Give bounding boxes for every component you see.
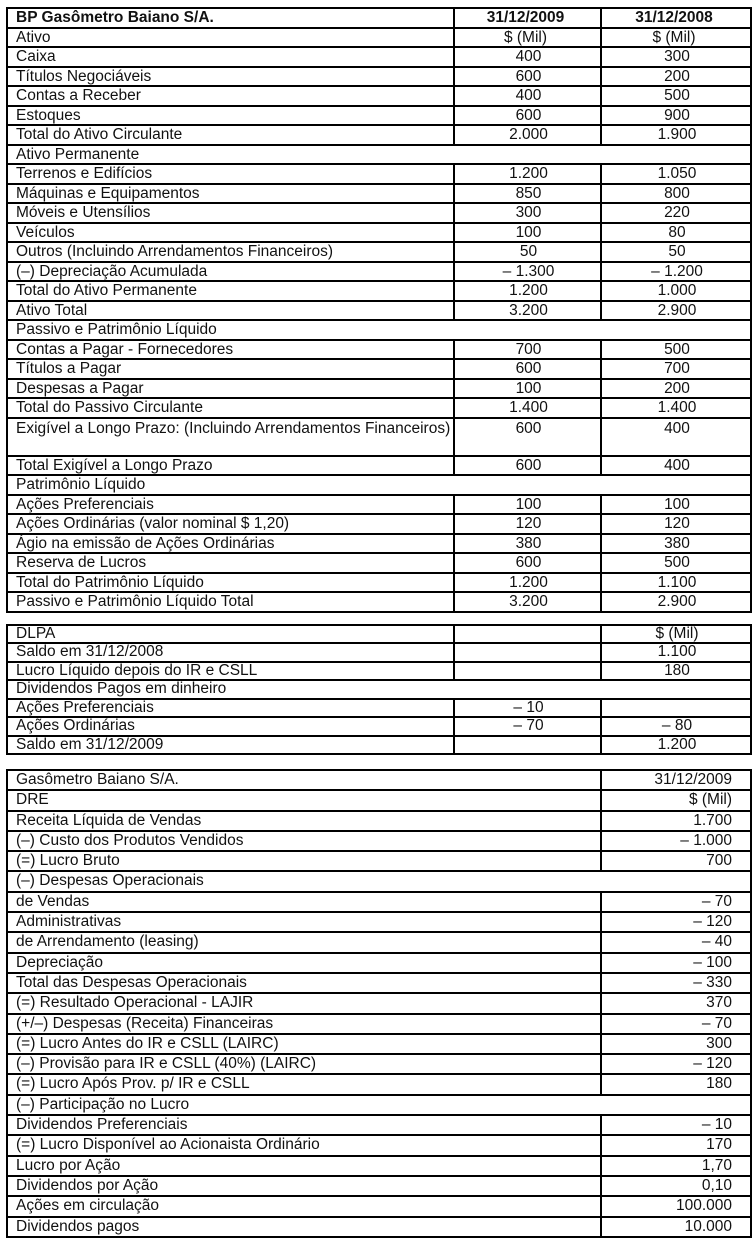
row-label: (=) Lucro Disponível ao Acionaista Ordinário (7, 1135, 601, 1155)
value-col1: 3.200 (454, 592, 601, 612)
value-col2: 400 (601, 456, 751, 476)
row-label: Administrativas (7, 912, 601, 932)
value-col1: 1.400 (454, 398, 601, 418)
dre-table (6, 769, 752, 1238)
row-label: Lucro por Ação (7, 1156, 601, 1176)
value-col2: 180 (601, 662, 751, 681)
value-col1: 400 (454, 47, 601, 67)
row-label: Total Exigível a Longo Prazo (7, 456, 454, 476)
value-col1: – 1.300 (454, 262, 601, 282)
row-label: (=) Lucro Bruto (7, 851, 601, 871)
row-label: Exigível a Longo Prazo: (Incluindo Arrendamentos Financeiros) (7, 418, 454, 456)
row-label: Ágio na emissão de Ações Ordinárias (7, 534, 454, 554)
value-col2: 1.200 (601, 736, 751, 755)
value-col1: 1.200 (454, 573, 601, 593)
row-label: (=) Lucro Antes do IR e CSLL (LAIRC) (7, 1034, 601, 1054)
value-col1: 120 (454, 514, 601, 534)
row-label: Ações Preferenciais (7, 495, 454, 515)
value-col2: 500 (601, 86, 751, 106)
row-label: Terrenos e Edifícios (7, 164, 454, 184)
value: – 330 (601, 973, 751, 993)
row-label: (–) Depreciação Acumulada (7, 262, 454, 282)
value-col2: 31/12/2008 (601, 8, 751, 28)
dlpa-table (6, 624, 752, 756)
value-col2: 200 (601, 67, 751, 87)
value-col1 (454, 662, 601, 681)
value-col2: 80 (601, 223, 751, 243)
row-label: (–) Custo dos Produtos Vendidos (7, 831, 601, 851)
value-col1: 300 (454, 203, 601, 223)
value-col2 (601, 699, 751, 718)
value: 700 (601, 851, 751, 871)
value-col2: 380 (601, 534, 751, 554)
value-col1: 400 (454, 86, 601, 106)
value-col2: 1.100 (601, 573, 751, 593)
row-label: Contas a Receber (7, 86, 454, 106)
value-col1: $ (Mil) (454, 28, 601, 48)
row-label: Lucro Líquido depois do IR e CSLL (7, 662, 454, 681)
value: – 40 (601, 932, 751, 952)
value-col1: 850 (454, 184, 601, 204)
row-label: Estoques (7, 106, 454, 126)
value: – 100 (601, 953, 751, 973)
row-label: de Vendas (7, 892, 601, 912)
value-col2: 120 (601, 514, 751, 534)
table-spacer (6, 613, 756, 624)
value-col2: 1.100 (601, 643, 751, 662)
value: 31/12/2009 (601, 770, 751, 790)
row-label: Títulos Negociáveis (7, 67, 454, 87)
row-label: Total do Patrimônio Líquido (7, 573, 454, 593)
row-label: Máquinas e Equipamentos (7, 184, 454, 204)
section-row-label: Ativo Permanente (7, 145, 751, 165)
value-col2: 500 (601, 553, 751, 573)
value-col2: 200 (601, 379, 751, 399)
row-label: BP Gasômetro Baiano S/A. (7, 8, 454, 28)
value-col2: 400 (601, 418, 751, 456)
value-col1: 600 (454, 418, 601, 456)
row-label: (+/–) Despesas (Receita) Financeiras (7, 1014, 601, 1034)
row-label: Ativo Total (7, 301, 454, 321)
row-label: Saldo em 31/12/2009 (7, 736, 454, 755)
value-col2: $ (Mil) (601, 28, 751, 48)
value: 300 (601, 1034, 751, 1054)
row-label: Contas a Pagar - Fornecedores (7, 340, 454, 360)
value-col2: 900 (601, 106, 751, 126)
row-label: DRE (7, 790, 601, 810)
value-col2: 2.900 (601, 592, 751, 612)
row-label: Móveis e Utensílios (7, 203, 454, 223)
row-label: Receita Líquida de Vendas (7, 811, 601, 831)
value: 100.000 (601, 1196, 751, 1216)
section-row-label: Passivo e Patrimônio Líquido (7, 320, 751, 340)
value-col1: 1.200 (454, 164, 601, 184)
value: 1,70 (601, 1156, 751, 1176)
row-label: Ativo (7, 28, 454, 48)
row-label: Gasômetro Baiano S/A. (7, 770, 601, 790)
row-label: Ações Ordinárias (valor nominal $ 1,20) (7, 514, 454, 534)
value-col2: 1.400 (601, 398, 751, 418)
row-label: DLPA (7, 625, 454, 644)
row-label: Total do Ativo Permanente (7, 281, 454, 301)
value-col1: 600 (454, 456, 601, 476)
table-spacer (6, 755, 756, 769)
value: – 10 (601, 1115, 751, 1135)
section-row-label: Patrimônio Líquido (7, 475, 751, 495)
row-label: (=) Resultado Operacional - LAJIR (7, 993, 601, 1013)
value: – 70 (601, 892, 751, 912)
section-row-label: (–) Despesas Operacionais (7, 871, 751, 891)
row-label: Dividendos Preferenciais (7, 1115, 601, 1135)
row-label: Total do Ativo Circulante (7, 125, 454, 145)
row-label: Despesas a Pagar (7, 379, 454, 399)
balance-sheet-table (6, 7, 752, 613)
row-label: Caixa (7, 47, 454, 67)
row-label: Ações em circulação (7, 1196, 601, 1216)
value-col2: 700 (601, 359, 751, 379)
row-label: Passivo e Patrimônio Líquido Total (7, 592, 454, 612)
value-col2: $ (Mil) (601, 625, 751, 644)
value-col2: 500 (601, 340, 751, 360)
row-label: Ações Preferenciais (7, 699, 454, 718)
value: – 120 (601, 1054, 751, 1074)
row-label: Reserva de Lucros (7, 553, 454, 573)
value-col1: 600 (454, 553, 601, 573)
value-col2: 220 (601, 203, 751, 223)
row-label: Veículos (7, 223, 454, 243)
row-label: Depreciação (7, 953, 601, 973)
value-col1: 1.200 (454, 281, 601, 301)
value-col1: 100 (454, 379, 601, 399)
value-col2: 2.900 (601, 301, 751, 321)
section-row-label: (–) Participação no Lucro (7, 1095, 751, 1115)
value: 370 (601, 993, 751, 1013)
row-label: Saldo em 31/12/2008 (7, 643, 454, 662)
value-col1 (454, 625, 601, 644)
value-col1: 380 (454, 534, 601, 554)
row-label: de Arrendamento (leasing) (7, 932, 601, 952)
value: $ (Mil) (601, 790, 751, 810)
row-label: (=) Lucro Após Prov. p/ IR e CSLL (7, 1074, 601, 1094)
row-label: Total do Passivo Circulante (7, 398, 454, 418)
value-col1: 600 (454, 359, 601, 379)
value-col1: 700 (454, 340, 601, 360)
value-col1: 3.200 (454, 301, 601, 321)
value-col1: 2.000 (454, 125, 601, 145)
value: 180 (601, 1074, 751, 1094)
value: 170 (601, 1135, 751, 1155)
row-label: Dividendos por Ação (7, 1176, 601, 1196)
value-col1: 600 (454, 67, 601, 87)
row-label: (–) Provisão para IR e CSLL (40%) (LAIRC) (7, 1054, 601, 1074)
value: – 120 (601, 912, 751, 932)
value: 1.700 (601, 811, 751, 831)
row-label: Ações Ordinárias (7, 717, 454, 736)
section-row-label: Dividendos Pagos em dinheiro (7, 680, 751, 699)
value-col1 (454, 643, 601, 662)
value-col2: 1.050 (601, 164, 751, 184)
value-col1: 50 (454, 242, 601, 262)
value-col2: 1.000 (601, 281, 751, 301)
value-col1: 100 (454, 223, 601, 243)
row-label: Total das Despesas Operacionais (7, 973, 601, 993)
value-col1: 31/12/2009 (454, 8, 601, 28)
value-col2: 50 (601, 242, 751, 262)
value-col2: 800 (601, 184, 751, 204)
value-col2: 1.900 (601, 125, 751, 145)
value-col1: – 10 (454, 699, 601, 718)
value-col1: 100 (454, 495, 601, 515)
value-col1: 600 (454, 106, 601, 126)
value: 0,10 (601, 1176, 751, 1196)
row-label: Outros (Incluindo Arrendamentos Financeiros) (7, 242, 454, 262)
value-col2: – 1.200 (601, 262, 751, 282)
row-label: Títulos a Pagar (7, 359, 454, 379)
value-col2: 300 (601, 47, 751, 67)
value: – 1.000 (601, 831, 751, 851)
value: 10.000 (601, 1217, 751, 1237)
row-label: Dividendos pagos (7, 1217, 601, 1237)
value-col1 (454, 736, 601, 755)
value-col1: – 70 (454, 717, 601, 736)
value-col2: – 80 (601, 717, 751, 736)
value: – 70 (601, 1014, 751, 1034)
value-col2: 100 (601, 495, 751, 515)
